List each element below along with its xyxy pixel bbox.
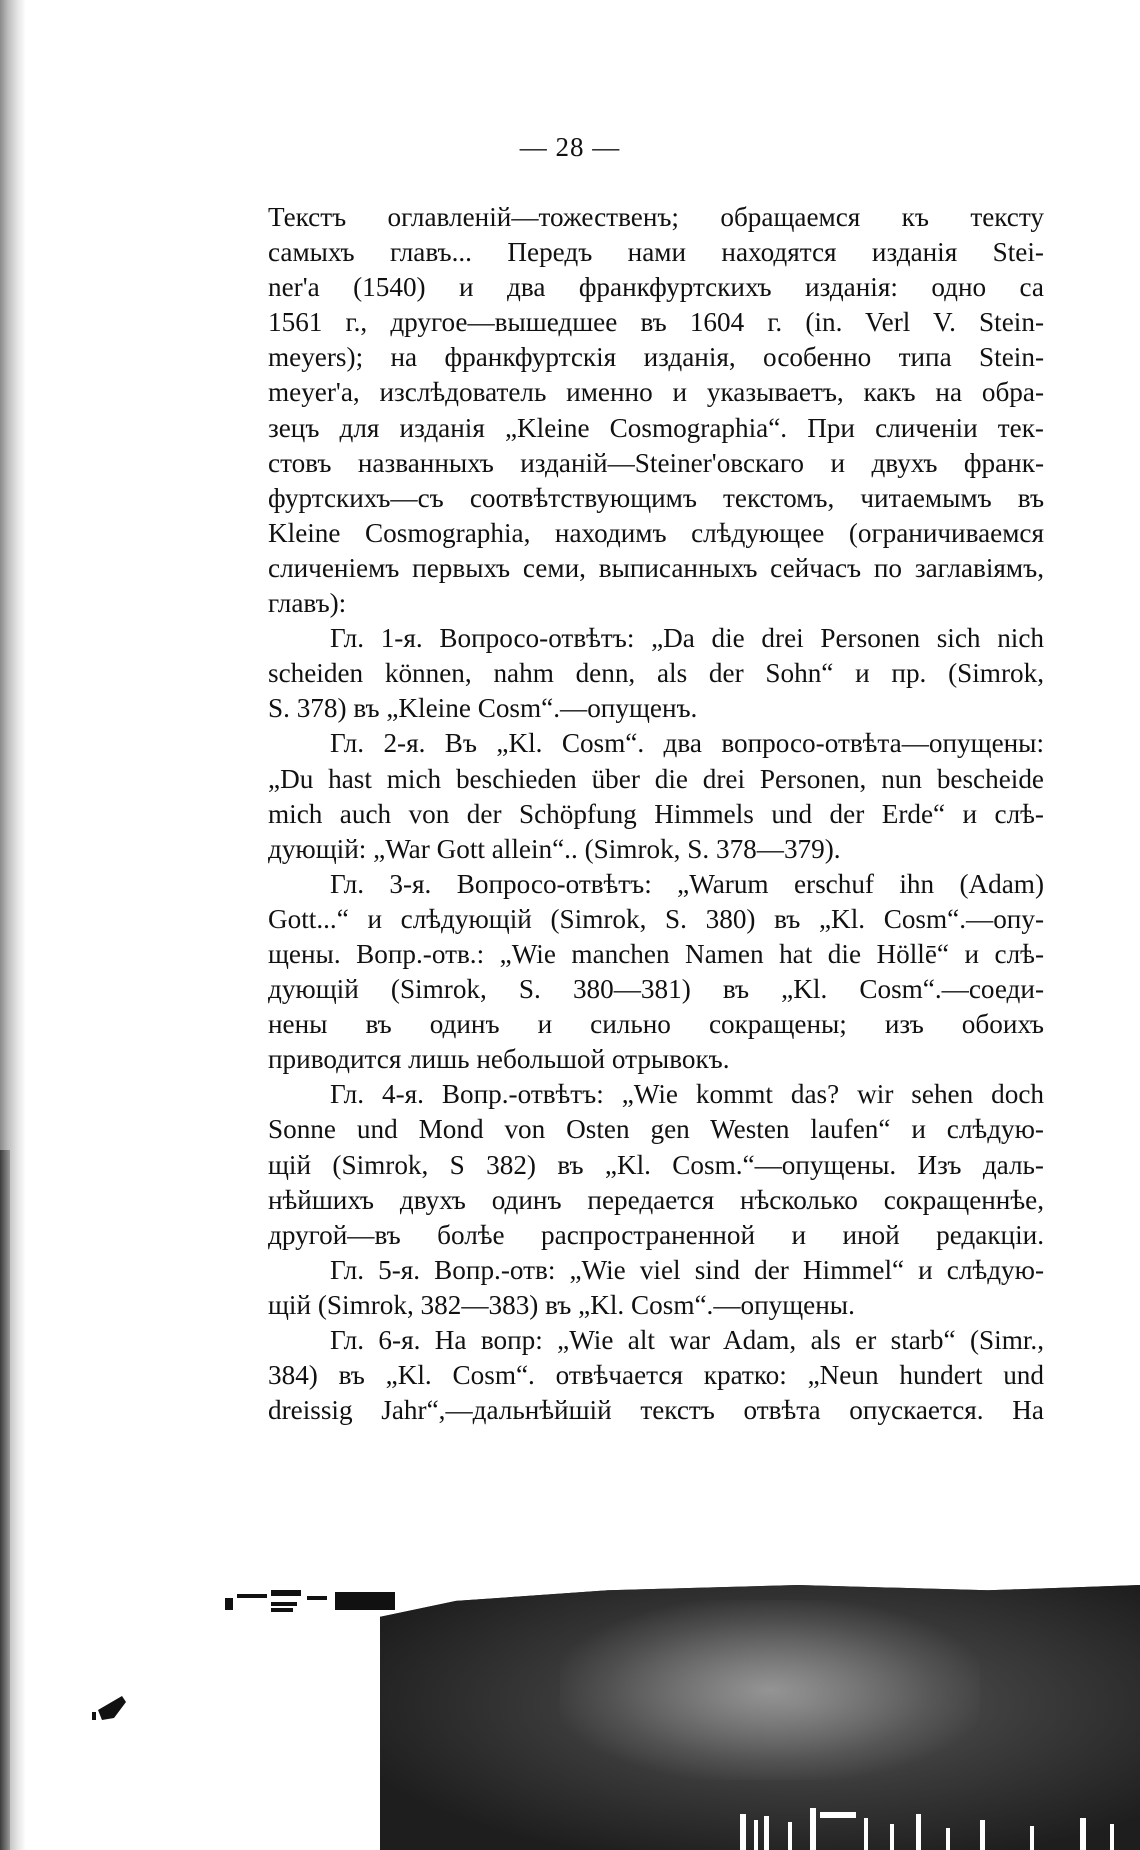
text-line: дующій (Simrok, S. 380—381) въ „Kl. Cosm“.—соеди-	[268, 974, 1044, 1005]
scan-artifact-bars	[740, 1808, 1140, 1850]
text-line: нены въ одинъ и сильно сокращены; изъ обоихъ	[268, 1009, 1044, 1040]
text-line: Гл. 2-я. Въ „Kl. Cosm“. два вопросо-отвѣта—опущены:	[330, 728, 1044, 759]
text-line: „Du hast mich beschieden über die drei Personen, nun bescheide	[268, 763, 1044, 794]
text-line: другой—въ болѣе распространенной и иной редакціи.	[268, 1219, 1044, 1250]
text-line: главъ):	[268, 588, 347, 619]
text-line: дующій: „War Gott allein“.. (Simrok, S. 378—379).	[268, 833, 841, 864]
text-line: meyer'а, изслѣдователь именно и указываетъ, какъ на обра-	[268, 377, 1044, 408]
text-line: Sonne und Mond von Osten gen Westen laufen“ и слѣдую-	[268, 1114, 1044, 1145]
text-line: зецъ для изданія „Kleine Cosmographia“. При сличеніи тек-	[268, 412, 1044, 443]
text-line: Kleine Cosmographia, находимъ слѣдующее (ограничиваемся	[268, 517, 1044, 548]
text-line: сличеніемъ первыхъ семи, выписанныхъ сейчасъ по заглавіямъ,	[268, 552, 1044, 583]
text-line: dreissig Jahr“,—дальнѣйшій текстъ отвѣта опускается. На	[268, 1395, 1044, 1426]
scan-artifact-highlight	[560, 1600, 980, 1780]
text-line: щій (Simrok, 382—383) въ „Kl. Cosm“.—опущены.	[268, 1289, 855, 1320]
text-line: Текстъ оглавленій—тожественъ; обращаемся къ тексту	[268, 202, 1044, 232]
text-line: Гл. 4-я. Вопр.-отвѣтъ: „Wie kommt das? wir sehen doch	[330, 1079, 1044, 1110]
text-line: стовъ названныхъ изданій—Steiner'овскаго и двухъ франк-	[268, 447, 1044, 478]
text-line: scheiden können, nahm denn, als der Sohn“ и пр. (Simrok,	[268, 658, 1044, 689]
text-line: Гл. 5-я. Вопр.-отв: „Wie viel sind der Himmel“ и слѣдую-	[330, 1254, 1044, 1285]
text-line: нѣйшихъ двухъ одинъ передается нѣсколько сокращеннѣе,	[268, 1184, 1044, 1215]
scan-artifact-speck	[92, 1692, 128, 1722]
text-line: ner'а (1540) и два франкфуртскихъ изданія: одно са	[268, 272, 1044, 303]
text-line: самыхъ главъ... Передъ нами находятся изданія Stei-	[268, 237, 1044, 268]
page-number: — 28 —	[519, 132, 621, 162]
text-line: фуртскихъ—съ соотвѣтствующимъ текстомъ, читаемымъ въ	[268, 482, 1044, 513]
text-line: S. 378) въ „Kleine Cosm“.—опущенъ.	[268, 693, 698, 724]
text-line: 1561 г., другое—вышедшее въ 1604 г. (in. Verl V. Stein-	[268, 307, 1044, 338]
text-line: Гл. 3-я. Вопросо-отвѣтъ: „Warum erschuf ihn (Adam)	[330, 868, 1044, 899]
text-line: приводится лишь небольшой отрывокъ.	[268, 1044, 730, 1075]
scan-page-edge-shadow	[0, 1150, 10, 1850]
text-line: 384) въ „Kl. Cosm“. отвѣчается кратко: „Neun hundert und	[268, 1360, 1044, 1391]
text-line: mich auch von der Schöpfung Himmels und der Erde“ и слѣ-	[268, 798, 1044, 829]
body-text	[268, 200, 1044, 1428]
text-line: Gott...“ и слѣдующій (Simrok, S. 380) въ „Kl. Cosm“.—опу-	[268, 903, 1044, 934]
text-line: Гл. 1-я. Вопросо-отвѣтъ: „Da die drei Personen sich nich	[330, 623, 1044, 654]
text-line: щены. Вопр.-отв.: „Wie manchen Namen hat die Höllē“ и слѣ-	[268, 938, 1044, 969]
text-line: meyers); на франкфуртскія изданія, особенно типа Stein-	[268, 342, 1044, 373]
scan-artifact-marks	[225, 1590, 415, 1614]
text-line: щій (Simrok, S 382) въ „Kl. Cosm.“—опущены. Изъ даль-	[268, 1149, 1044, 1180]
text-line: Гл. 6-я. На вопр: „Wie alt war Adam, als er starb“ (Simr.,	[330, 1325, 1044, 1355]
